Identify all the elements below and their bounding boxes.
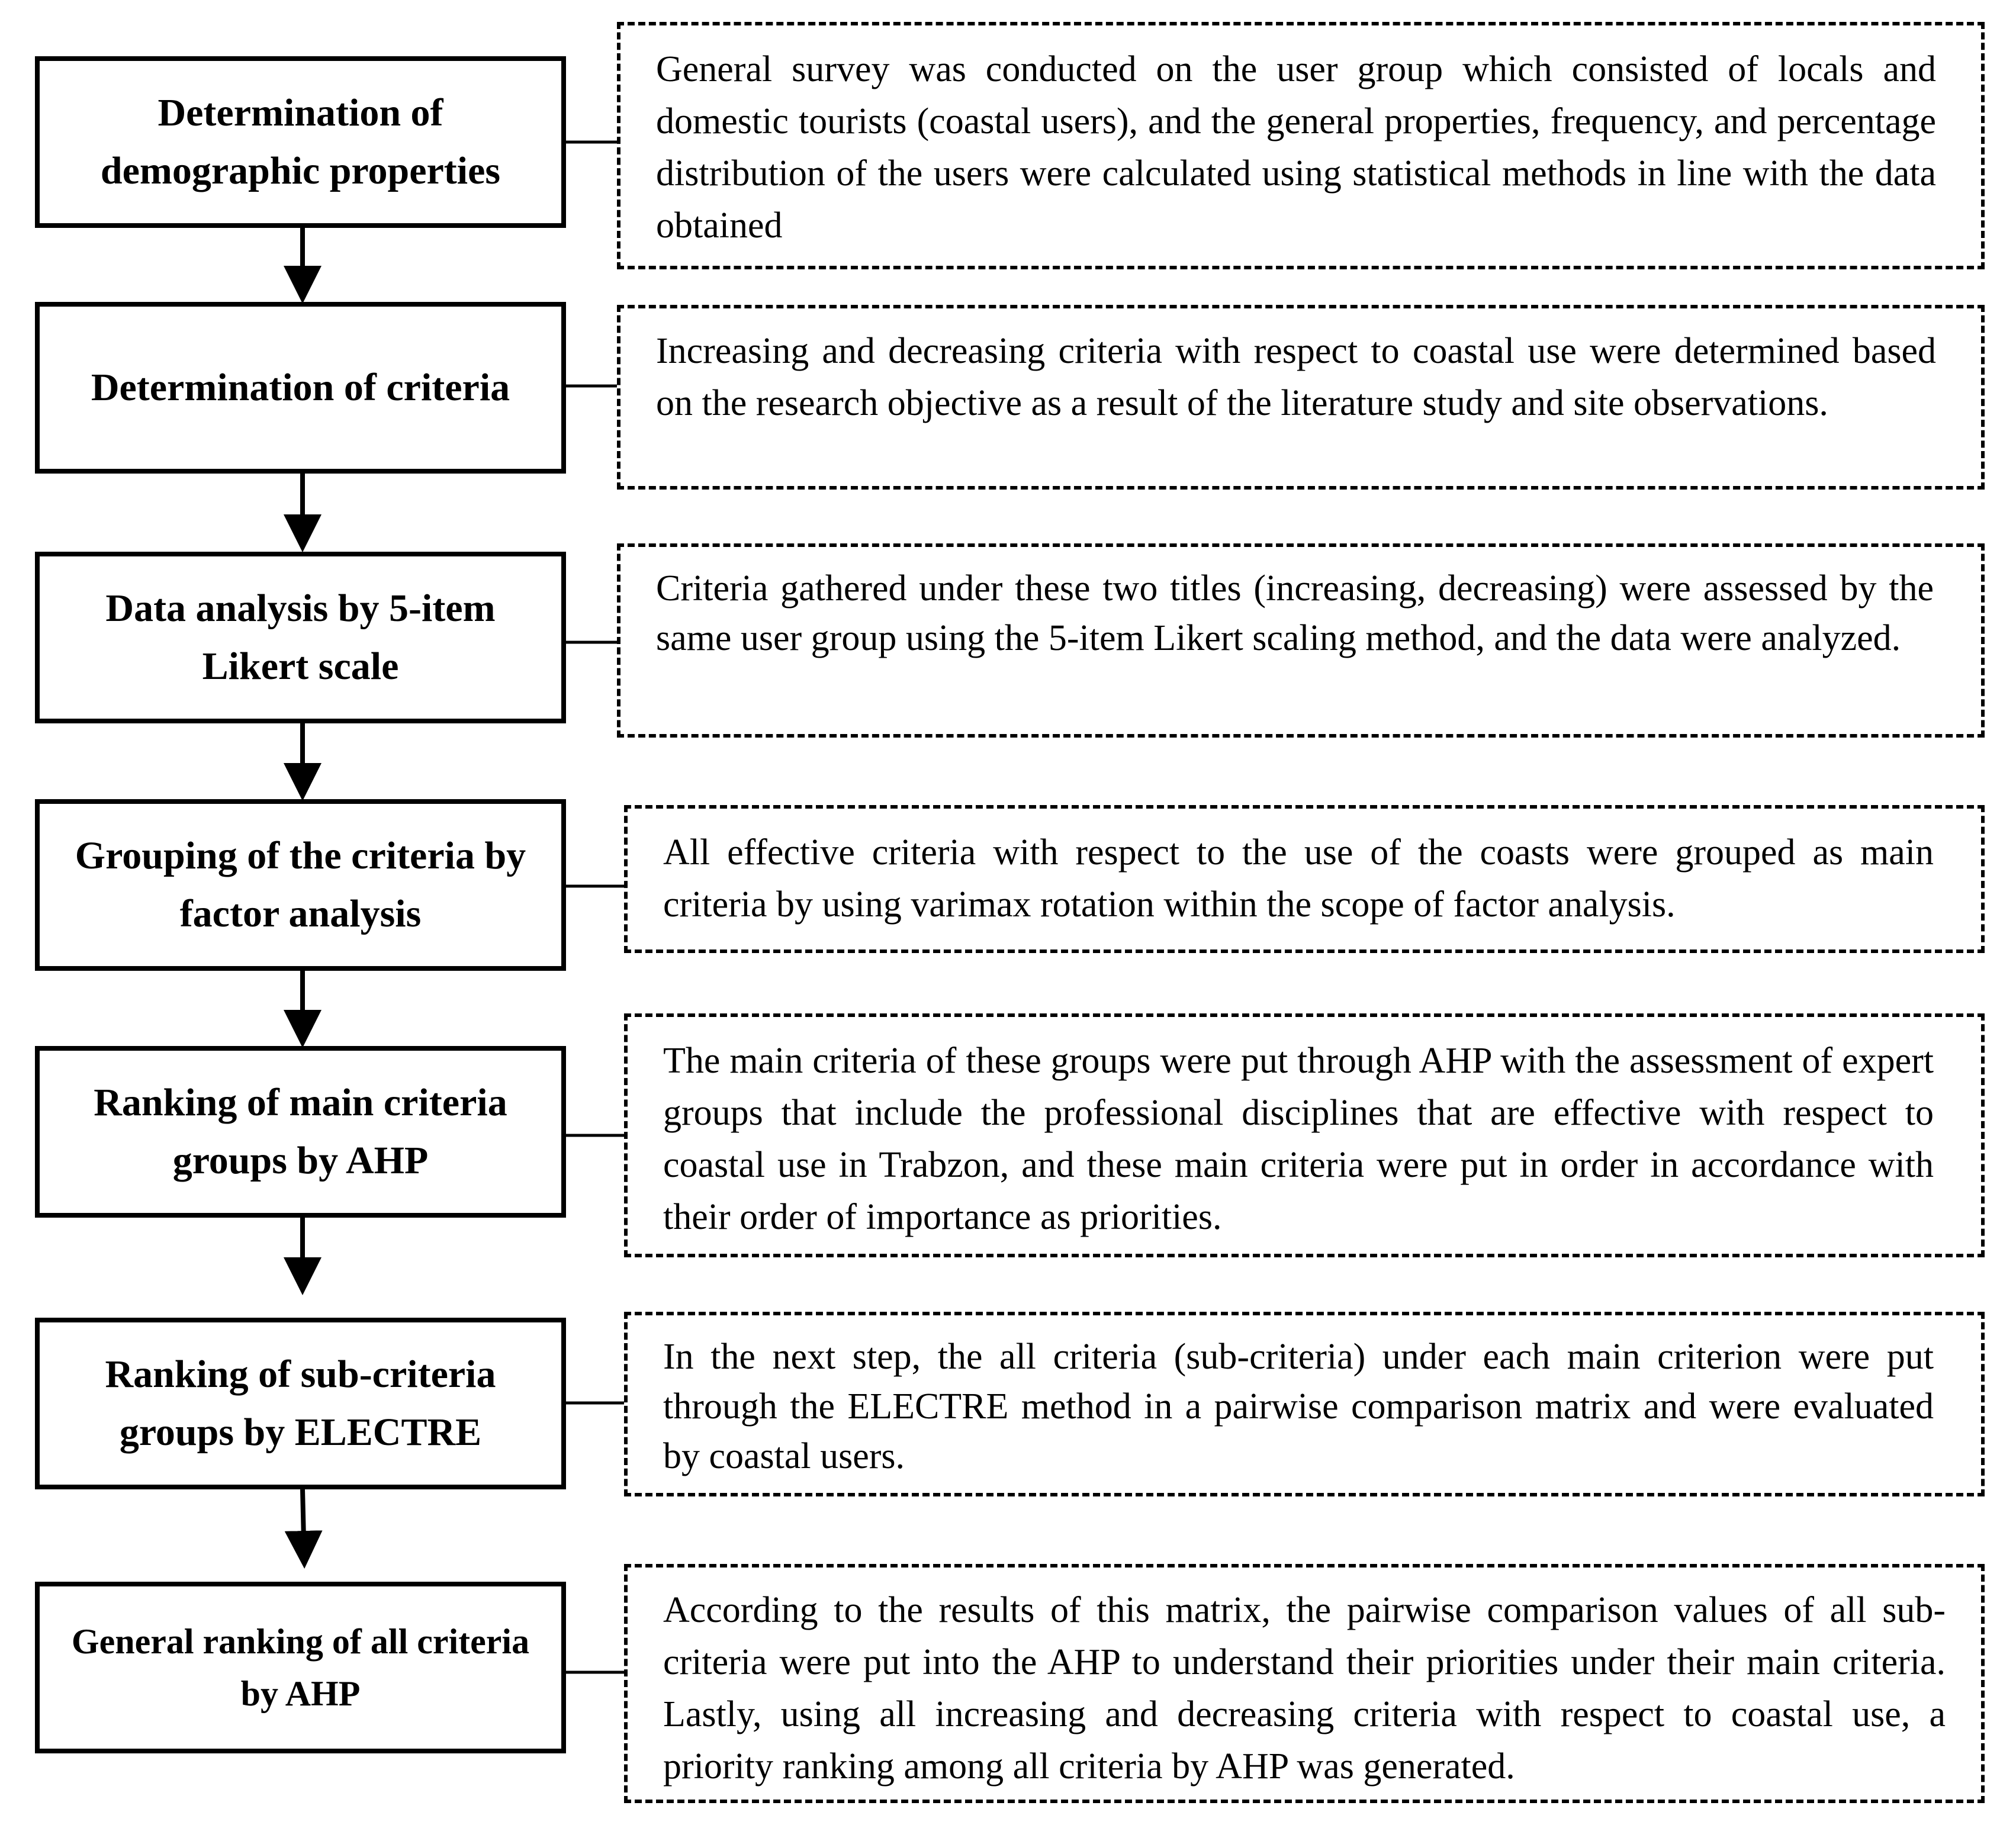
step-label: Grouping of the criteria by factor analysis [75, 834, 526, 935]
description-text: Criteria gathered under these two titles (increasing, decreasing) were assessed by the same user group using the 5-item Likert scaling method, and the data were analyzed. [656, 568, 1934, 658]
step-box-likert [35, 552, 566, 723]
step-box-factor-analysis [35, 799, 566, 971]
description-box-factor-analysis [624, 805, 1985, 953]
description-text: In the next step, the all criteria (sub-criteria) under each main criterion were put through the ELECTRE method in a pairwise comparison matrix and were evaluated by coastal users. [663, 1337, 1934, 1476]
step-label: General ranking of all criteria by AHP [71, 1622, 530, 1713]
step-box-criteria [35, 302, 566, 474]
step-box-ahp-general [35, 1582, 566, 1753]
description-text: According to the results of this matrix, the pairwise comparison values of all sub-criteria were put into the AHP to understand their priorities under their main criteria. Lastly, using all increasing and decreasing criteria with respect to coastal use, a priority ranking among all criteria by AHP was generated. [663, 1590, 1946, 1787]
arrow-6-7 [303, 1489, 304, 1564]
description-box-demographic [617, 22, 1985, 269]
step-label: Ranking of main criteria groups by AHP [94, 1081, 507, 1182]
step-label: Determination of criteria [91, 366, 510, 409]
step-label: Data analysis by 5-item Likert scale [105, 587, 496, 688]
step-box-demographic [35, 56, 566, 228]
description-box-criteria [617, 305, 1985, 490]
description-text: The main criteria of these groups were put through AHP with the assessment of expert groups that include the professional disciplines that are effective with respect to coastal use in Trabzon, and these main criteria were put in order in accordance with their order of importance as priorities. [663, 1041, 1934, 1237]
step-label: Determination of demographic properties [100, 91, 501, 192]
description-box-ahp-general [624, 1564, 1985, 1803]
step-box-ahp-main [35, 1046, 566, 1218]
description-text: Increasing and decreasing criteria with respect to coastal use were determined based on the research objective as a result of the literature study and site observations. [656, 331, 1936, 423]
description-box-likert [617, 543, 1985, 738]
step-label: Ranking of sub-criteria groups by ELECTRE [105, 1353, 496, 1454]
description-text: All effective criteria with respect to the use of the coasts were grouped as main criteria by using varimax rotation within the scope of factor analysis. [663, 832, 1934, 925]
description-box-ahp-main [624, 1013, 1985, 1257]
description-box-electre [624, 1312, 1985, 1496]
description-text: General survey was conducted on the user group which consisted of locals and domestic tourists (coastal users), and the general properties, frequency, and percentage distribution of the users were calculated using statistical methods in line with the data obtained [656, 49, 1936, 246]
step-box-electre [35, 1318, 566, 1489]
